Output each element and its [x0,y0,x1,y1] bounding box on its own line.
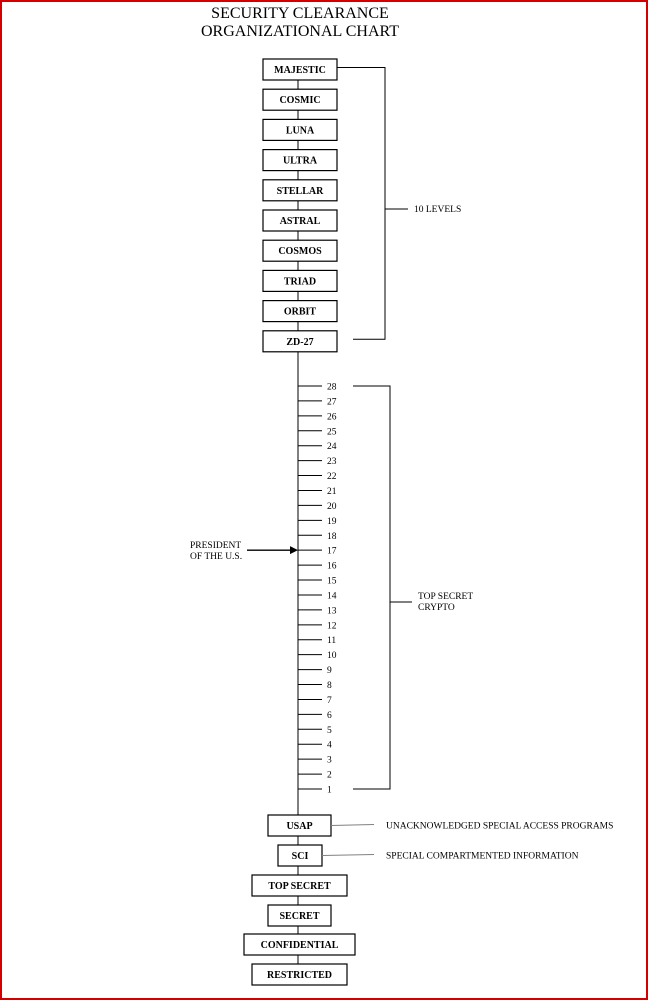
level-number-8: 8 [327,681,332,692]
level-number-14: 14 [327,591,337,602]
crypto-bracket-label-line-2: CRYPTO [418,603,455,613]
level-number-21: 21 [327,486,337,497]
clearance-diagram [2,2,646,998]
level-number-26: 26 [327,412,337,423]
level-label-cosmic: COSMIC [279,95,321,107]
level-number-23: 23 [327,457,337,468]
level-number-1: 1 [327,785,332,796]
level-number-10: 10 [327,651,337,662]
level-label-top-secret: TOP SECRET [268,881,331,892]
level-label-majestic: MAJESTIC [274,65,326,76]
level-number-18: 18 [327,531,337,542]
level-label-luna: LUNA [285,125,315,137]
president-label-line-2: OF THE U.S. [190,552,243,563]
level-number-7: 7 [327,695,332,706]
level-label-zd-27: ZD-27 [286,336,314,348]
top-secret-crypto-bracket [353,386,390,789]
note-sci: SPECIAL COMPARTMENTED INFORMATION [386,851,579,862]
president-arrow-head [290,546,298,554]
level-label-orbit: ORBIT [283,306,317,318]
level-label-restricted: RESTRICTED [266,970,333,981]
level-number-12: 12 [327,621,337,632]
level-number-13: 13 [327,606,337,617]
level-number-11: 11 [327,636,337,647]
level-number-20: 20 [327,501,337,512]
level-number-27: 27 [327,397,337,408]
level-number-15: 15 [327,576,337,587]
president-label-line-1: PRESIDENT [190,541,242,552]
level-number-9: 9 [327,666,332,677]
upper-bracket-label: 10 LEVELS [414,205,462,215]
level-label-stellar: STELLAR [276,185,324,197]
level-number-4: 4 [327,740,332,751]
level-number-28: 28 [327,382,337,393]
level-number-25: 25 [327,427,337,438]
crypto-bracket-label-line-1: TOP SECRET [418,592,474,602]
note-usap: UNACKNOWLEDGED SPECIAL ACCESS PROGRAMS [386,821,614,832]
level-number-3: 3 [327,755,332,766]
level-number-17: 17 [327,546,337,557]
level-number-5: 5 [327,725,332,736]
level-label-triad: TRIAD [283,276,317,288]
level-label-astral: ASTRAL [279,216,321,227]
level-number-16: 16 [327,561,337,572]
chart-title-line-1: SECURITY CLEARANCE [211,5,389,22]
level-number-6: 6 [327,710,332,721]
note-connector-sci [322,855,374,856]
level-label-confidential: CONFIDENTIAL [260,940,339,951]
level-label-sci: SCI [291,851,309,862]
chart-title-line-2: ORGANIZATIONAL CHART [201,23,399,40]
level-label-secret: SECRET [279,911,320,922]
level-label-cosmos: COSMOS [278,246,322,258]
level-number-24: 24 [327,442,337,453]
level-label-usap: USAP [286,821,313,832]
upper-levels-bracket [337,68,385,340]
level-number-2: 2 [327,770,332,781]
level-number-19: 19 [327,516,337,527]
level-number-22: 22 [327,472,337,483]
note-connector-usap [331,825,374,826]
level-label-ultra: ULTRA [282,155,318,167]
